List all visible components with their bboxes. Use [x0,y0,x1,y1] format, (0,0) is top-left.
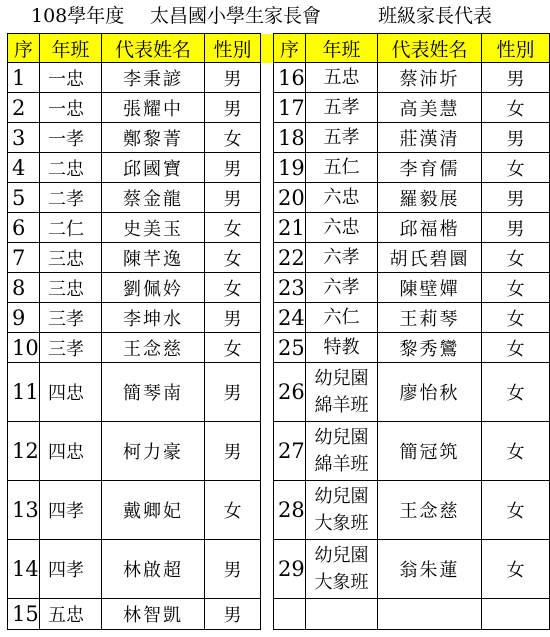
row-class: 一忠 [40,63,102,93]
header-no: 序 [8,34,40,63]
row-number: 24 [274,303,306,333]
title-organization: 太昌國小學生家長會 [150,5,322,27]
row-class: 二孝 [40,183,102,213]
row-gender: 女 [482,243,550,273]
row-class: 六忠 [306,213,378,243]
table-row [8,183,550,213]
row-rep-name: 王莉琴 [378,303,482,333]
row-rep-name: 胡氏碧圜 [378,243,482,273]
column-gap [261,273,274,303]
row-class: 幼兒園 綿羊班 [306,422,378,481]
row-gender: 男 [205,153,261,183]
row-rep-name: 劉佩妗 [102,273,205,303]
row-gender: 男 [482,63,550,93]
row-gender: 女 [482,273,550,303]
table-row [8,93,550,123]
column-gap [261,481,274,540]
row-gender: 女 [482,153,550,183]
header-no: 序 [274,34,306,63]
row-class: 三忠 [40,273,102,303]
row-class: 六仁 [306,303,378,333]
row-number: 6 [8,213,40,243]
column-gap [261,422,274,481]
row-rep-name: 簡冠筑 [378,422,482,481]
row-number: 2 [8,93,40,123]
column-gap [261,333,274,363]
title-subject: 班級家長代表 [378,5,493,27]
row-gender: 女 [205,481,261,540]
row-number: 3 [8,123,40,153]
row-rep-name: 羅毅展 [378,183,482,213]
row-rep-name: 廖怡秋 [378,363,482,422]
row-rep-name: 李坤水 [102,303,205,333]
row-gender: 女 [482,333,550,363]
row-gender: 男 [482,183,550,213]
row-class: 六孝 [306,273,378,303]
row-number: 1 [8,63,40,93]
row-number: 16 [274,63,306,93]
row-gender: 女 [205,123,261,153]
header-row [8,34,550,63]
row-gender: 女 [482,422,550,481]
row-number: 9 [8,303,40,333]
header-gender: 性別 [205,34,261,63]
row-rep-name: 黎秀鸞 [378,333,482,363]
row-gender: 男 [205,63,261,93]
row-class: 二仁 [40,213,102,243]
row-gender: 男 [205,540,261,599]
row-gender: 男 [205,93,261,123]
column-gap [261,93,274,123]
row-gender: 女 [482,93,550,123]
row-class: 四忠 [40,363,102,422]
header-gender: 性別 [482,34,550,63]
row-number: 17 [274,93,306,123]
row-class [306,599,378,630]
row-number: 23 [274,273,306,303]
row-rep-name: 史美玉 [102,213,205,243]
table-row [8,481,550,540]
table-row [8,599,550,630]
row-number: 8 [8,273,40,303]
table-row [8,422,550,481]
row-number: 25 [274,333,306,363]
row-rep-name: 高美慧 [378,93,482,123]
representatives-table [7,33,550,630]
column-gap [261,153,274,183]
row-class: 三忠 [40,243,102,273]
document-title [0,0,550,33]
row-class: 六忠 [306,183,378,213]
row-class: 幼兒園 大象班 [306,540,378,599]
row-rep-name: 簡琴南 [102,363,205,422]
row-class: 三孝 [40,333,102,363]
row-number: 26 [274,363,306,422]
row-class: 幼兒園 大象班 [306,481,378,540]
row-number: 4 [8,153,40,183]
row-gender: 女 [482,481,550,540]
row-rep-name: 李育儒 [378,153,482,183]
table-row [8,63,550,93]
row-gender: 男 [205,363,261,422]
row-class: 四孝 [40,540,102,599]
table-row [8,363,550,422]
row-number: 28 [274,481,306,540]
row-rep-name: 李秉諺 [102,63,205,93]
row-number: 18 [274,123,306,153]
row-rep-name: 陳壁嬋 [378,273,482,303]
column-gap [261,243,274,273]
row-class: 一孝 [40,123,102,153]
title-year: 108學年度 [31,5,125,27]
header-name: 代表姓名 [378,34,482,63]
row-number [274,599,306,630]
row-class: 四忠 [40,422,102,481]
row-number: 19 [274,153,306,183]
row-rep-name: 林啟超 [102,540,205,599]
row-class: 幼兒園 綿羊班 [306,363,378,422]
row-gender: 男 [482,123,550,153]
row-rep-name: 林智凱 [102,599,205,630]
row-class: 五孝 [306,123,378,153]
column-gap [261,599,274,630]
row-rep-name: 翁朱蓮 [378,540,482,599]
row-class: 五孝 [306,93,378,123]
table-row [8,243,550,273]
column-gap [261,63,274,93]
row-rep-name: 鄭黎菁 [102,123,205,153]
row-rep-name: 邱福楷 [378,213,482,243]
row-class: 四孝 [40,481,102,540]
row-number: 15 [8,599,40,630]
column-gap [261,213,274,243]
row-number: 12 [8,422,40,481]
column-gap [261,540,274,599]
row-number: 29 [274,540,306,599]
row-gender: 女 [205,213,261,243]
row-class: 特教 [306,333,378,363]
row-number: 11 [8,363,40,422]
row-rep-name: 蔡金龍 [102,183,205,213]
column-gap [261,123,274,153]
row-gender: 男 [205,599,261,630]
row-number: 10 [8,333,40,363]
header-class: 年班 [40,34,102,63]
row-number: 22 [274,243,306,273]
table-row [8,213,550,243]
row-gender: 女 [482,303,550,333]
column-gap [261,363,274,422]
row-gender [482,599,550,630]
row-rep-name: 邱國寶 [102,153,205,183]
row-rep-name: 莊漢清 [378,123,482,153]
row-rep-name: 王念慈 [378,481,482,540]
row-class: 五忠 [306,63,378,93]
column-gap [261,183,274,213]
table-row [8,333,550,363]
row-class: 一忠 [40,93,102,123]
row-gender: 女 [482,540,550,599]
row-class: 二忠 [40,153,102,183]
row-class: 三孝 [40,303,102,333]
row-gender: 女 [205,333,261,363]
row-class: 五忠 [40,599,102,630]
header-class: 年班 [306,34,378,63]
row-rep-name: 王念慈 [102,333,205,363]
header-name: 代表姓名 [102,34,205,63]
row-class: 六孝 [306,243,378,273]
column-gap [261,303,274,333]
row-gender: 男 [482,213,550,243]
table-row [8,123,550,153]
row-gender: 男 [205,422,261,481]
column-gap [261,34,274,63]
row-rep-name: 蔡沛圻 [378,63,482,93]
row-gender: 女 [482,363,550,422]
table-row [8,273,550,303]
row-rep-name: 戴卿妃 [102,481,205,540]
table-row [8,540,550,599]
row-number: 14 [8,540,40,599]
row-rep-name: 陳芊逸 [102,243,205,273]
row-number: 13 [8,481,40,540]
row-rep-name: 張耀中 [102,93,205,123]
table-row [8,153,550,183]
row-number: 27 [274,422,306,481]
row-rep-name [378,599,482,630]
row-rep-name: 柯力豪 [102,422,205,481]
row-number: 5 [8,183,40,213]
row-gender: 女 [205,273,261,303]
row-number: 20 [274,183,306,213]
row-class: 五仁 [306,153,378,183]
row-gender: 男 [205,183,261,213]
row-gender: 男 [205,303,261,333]
table-row [8,303,550,333]
row-number: 21 [274,213,306,243]
row-gender: 女 [205,243,261,273]
row-number: 7 [8,243,40,273]
